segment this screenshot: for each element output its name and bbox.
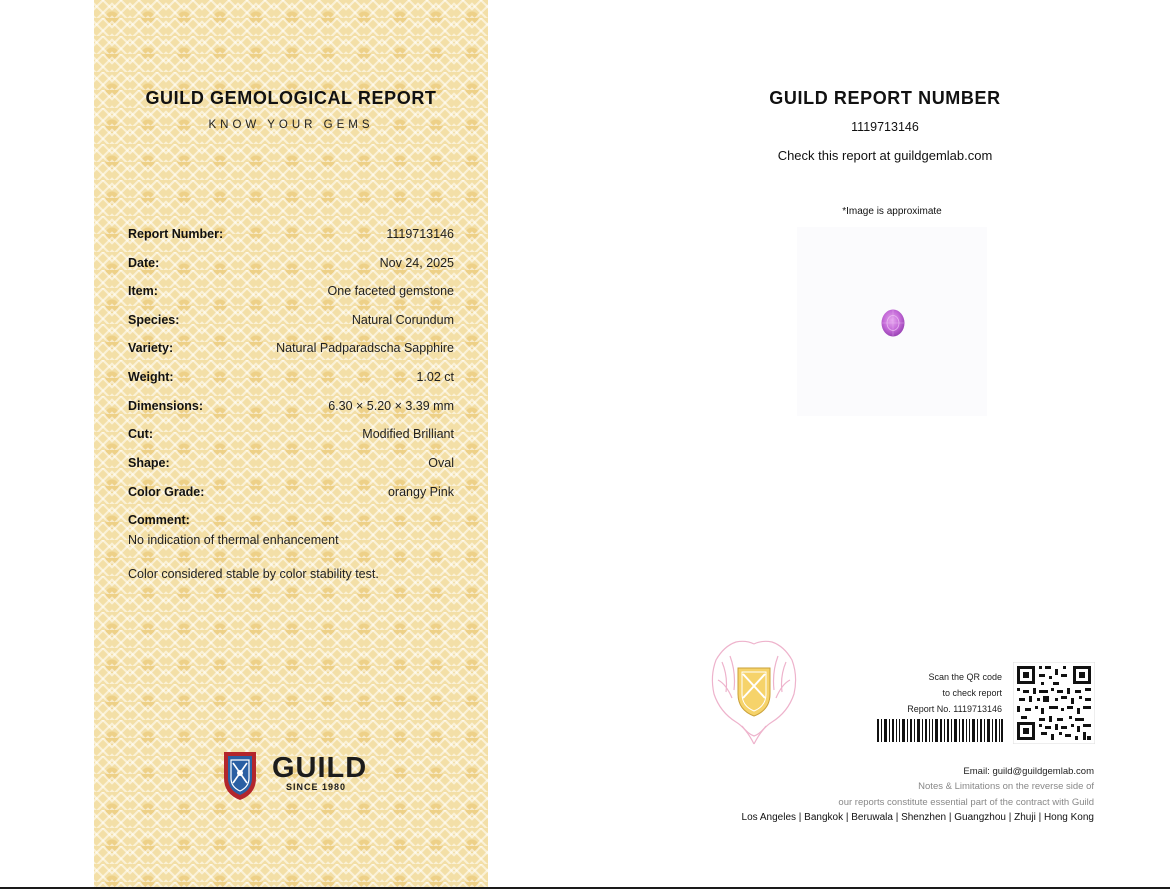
eagle-seal-icon (706, 636, 802, 750)
report-tagline: KNOW YOUR GEMS (208, 119, 374, 131)
verify-link-text[interactable]: Check this report at guildgemlab.com (777, 148, 993, 163)
field-label: Dimensions: (128, 399, 204, 413)
comment-line: Color considered stable by color stability test. (128, 567, 379, 581)
field-value: One faceted gemstone (327, 284, 454, 298)
qr-report-number: Report No. 1119713146 (907, 704, 1002, 714)
field-date (128, 254, 454, 272)
logo-since: SINCE 1980 (286, 782, 347, 792)
report-number: 1119713146 (851, 120, 919, 134)
field-label: Weight: (128, 370, 174, 384)
shield-icon (220, 748, 260, 802)
field-label: Species: (128, 313, 180, 327)
field-label: Item: (128, 284, 158, 298)
field-value: Natural Corundum (351, 313, 454, 327)
field-species (128, 311, 454, 329)
field-variety (128, 339, 454, 357)
gemstone-image (880, 308, 906, 338)
qr-instruction: to check report (942, 688, 1002, 698)
field-label: Shape: (128, 456, 170, 470)
field-label: Color Grade: (128, 485, 205, 499)
field-value: 6.30 × 5.20 × 3.39 mm (328, 399, 454, 413)
guild-logo (220, 748, 370, 804)
field-label: Cut: (128, 427, 153, 441)
field-label: Variety: (128, 341, 174, 355)
field-dimensions (128, 397, 454, 415)
barcode (877, 719, 1003, 742)
field-item (128, 282, 454, 300)
field-shape (128, 454, 454, 472)
field-value: 1.02 ct (416, 370, 454, 384)
qr-instruction: Scan the QR code (928, 672, 1002, 682)
report-front-panel (94, 0, 488, 887)
report-number-title: GUILD REPORT NUMBER (769, 88, 1001, 108)
field-weight (128, 368, 454, 386)
qr-code[interactable] (1013, 662, 1095, 744)
notes-line: Notes & Limitations on the reverse side of (918, 781, 1094, 792)
logo-wordmark: GUILD (272, 752, 368, 784)
page-divider (0, 887, 1170, 889)
notes-line: our reports constitute essential part of the contract with Guild (838, 797, 1094, 808)
field-value: orangy Pink (387, 485, 454, 499)
comment-line: No indication of thermal enhancement (128, 533, 339, 547)
field-label: Report Number: (128, 227, 224, 241)
office-locations: Los Angeles | Bangkok | Beruwala | Shenzhen | Guangzhou | Zhuji | Hong Kong (741, 812, 1094, 823)
field-value: Nov 24, 2025 (379, 256, 454, 270)
comment-label: Comment: (128, 513, 190, 527)
image-note: *Image is approximate (842, 206, 942, 217)
field-color-grade (128, 483, 454, 501)
field-value: Oval (428, 456, 454, 470)
field-label: Date: (128, 256, 160, 270)
field-value: Natural Padparadscha Sapphire (276, 341, 454, 355)
field-cut (128, 425, 454, 443)
field-value: Modified Brilliant (362, 427, 454, 441)
field-report-number (128, 225, 454, 243)
report-title: GUILD GEMOLOGICAL REPORT (145, 88, 437, 108)
contact-email[interactable]: Email: guild@guildgemlab.com (963, 766, 1094, 777)
field-value: 1119713146 (386, 227, 454, 241)
